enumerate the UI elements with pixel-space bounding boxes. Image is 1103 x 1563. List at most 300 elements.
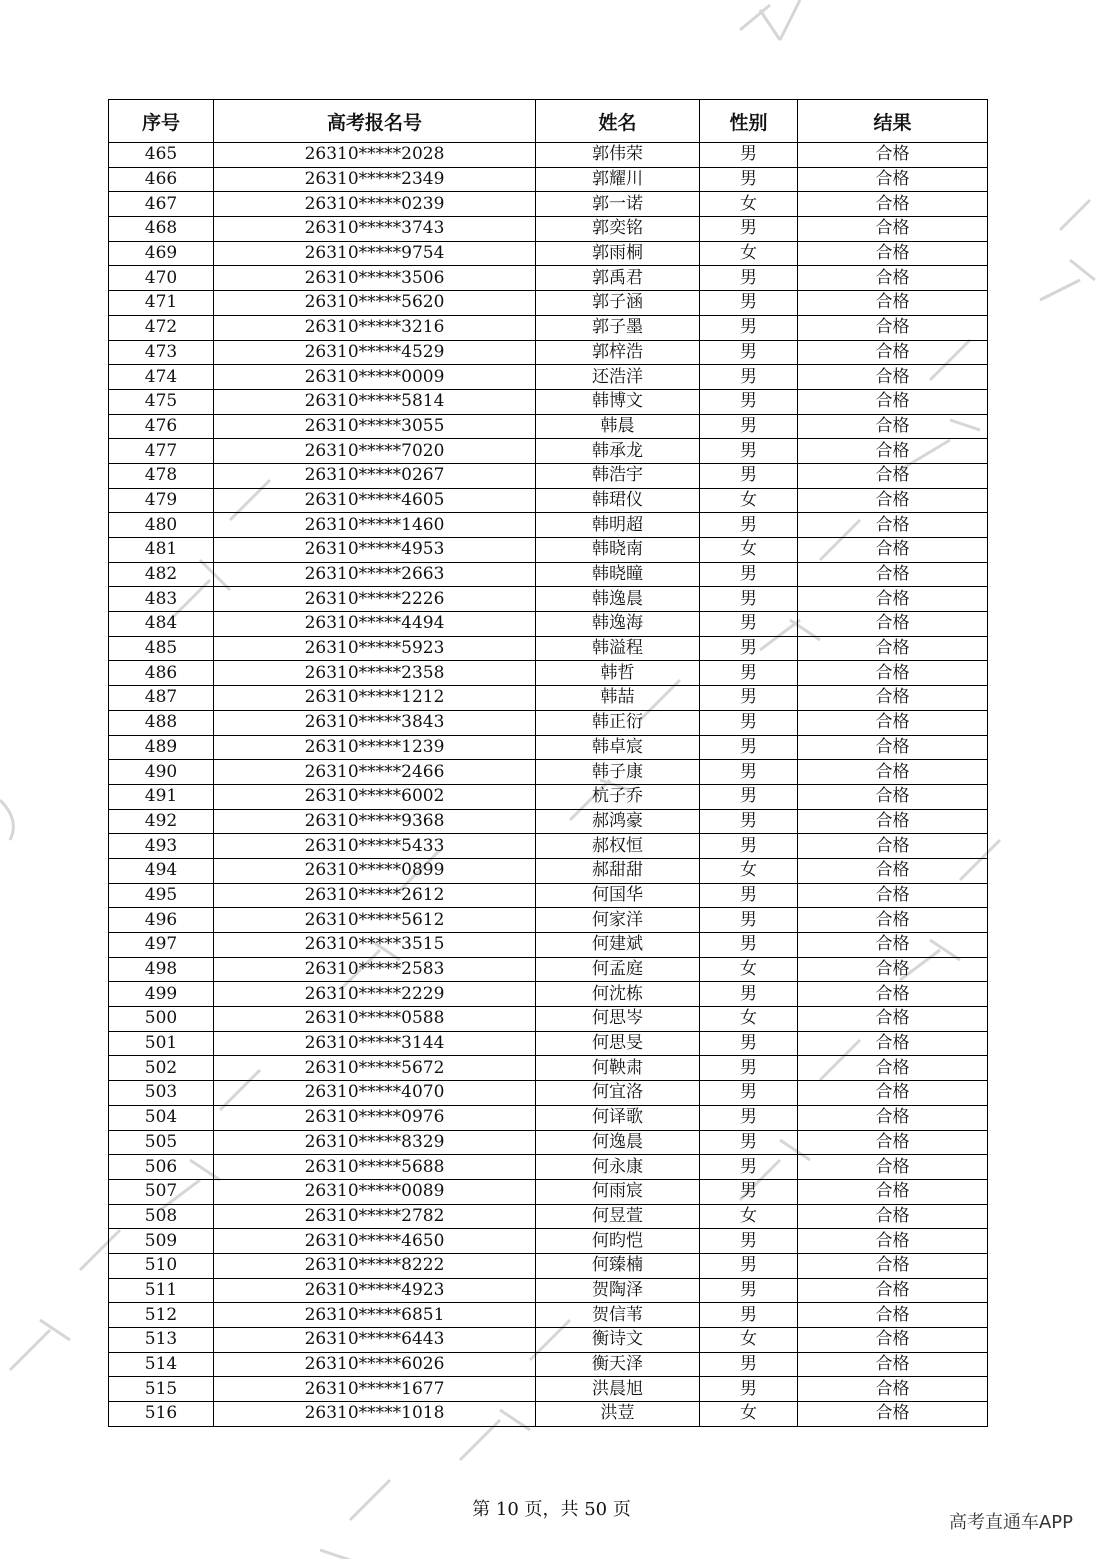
cell-exam-id: 26310*****2612 <box>214 883 536 908</box>
cell-name: 何译歌 <box>536 1105 700 1130</box>
table-row <box>109 834 988 859</box>
cell-gender: 男 <box>700 908 798 933</box>
table-row <box>109 908 988 933</box>
cell-name: 何鞅肃 <box>536 1056 700 1081</box>
table-row <box>109 784 988 809</box>
cell-exam-id: 26310*****3743 <box>214 217 536 242</box>
cell-name: 郝鸿豪 <box>536 809 700 834</box>
cell-exam-id: 26310*****4494 <box>214 612 536 637</box>
cell-name: 何国华 <box>536 883 700 908</box>
cell-gender: 男 <box>700 710 798 735</box>
header-gender: 性别 <box>700 100 798 143</box>
cell-gender: 男 <box>700 661 798 686</box>
table-row <box>109 389 988 414</box>
table-row <box>109 463 988 488</box>
cell-result: 合格 <box>798 291 988 316</box>
cell-name: 郭子墨 <box>536 315 700 340</box>
cell-seq: 515 <box>109 1377 214 1402</box>
cell-seq: 492 <box>109 809 214 834</box>
cell-result: 合格 <box>798 1056 988 1081</box>
cell-name: 郭耀川 <box>536 167 700 192</box>
table-row <box>109 291 988 316</box>
cell-gender: 男 <box>700 513 798 538</box>
cell-exam-id: 26310*****4953 <box>214 538 536 563</box>
cell-seq: 486 <box>109 661 214 686</box>
cell-result: 合格 <box>798 858 988 883</box>
cell-seq: 504 <box>109 1105 214 1130</box>
cell-exam-id: 26310*****2349 <box>214 167 536 192</box>
cell-seq: 482 <box>109 562 214 587</box>
cell-seq: 512 <box>109 1303 214 1328</box>
cell-seq: 484 <box>109 612 214 637</box>
cell-seq: 509 <box>109 1229 214 1254</box>
cell-result: 合格 <box>798 1155 988 1180</box>
cell-exam-id: 26310*****0899 <box>214 858 536 883</box>
table-row <box>109 1253 988 1278</box>
cell-exam-id: 26310*****5923 <box>214 636 536 661</box>
cell-result: 合格 <box>798 957 988 982</box>
table-row <box>109 1352 988 1377</box>
cell-exam-id: 26310*****8329 <box>214 1130 536 1155</box>
cell-exam-id: 26310*****4650 <box>214 1229 536 1254</box>
cell-exam-id: 26310*****1239 <box>214 735 536 760</box>
cell-seq: 503 <box>109 1081 214 1106</box>
cell-seq: 473 <box>109 340 214 365</box>
cell-result: 合格 <box>798 389 988 414</box>
cell-gender: 男 <box>700 982 798 1007</box>
cell-name: 韩明超 <box>536 513 700 538</box>
cell-name: 韩正衍 <box>536 710 700 735</box>
cell-seq: 513 <box>109 1328 214 1353</box>
cell-name: 郝甜甜 <box>536 858 700 883</box>
cell-result: 合格 <box>798 1179 988 1204</box>
cell-exam-id: 26310*****5612 <box>214 908 536 933</box>
table-row <box>109 414 988 439</box>
cell-name: 韩逸晨 <box>536 587 700 612</box>
cell-gender: 男 <box>700 340 798 365</box>
cell-exam-id: 26310*****3843 <box>214 710 536 735</box>
table-row <box>109 488 988 513</box>
cell-name: 韩承龙 <box>536 439 700 464</box>
cell-gender: 男 <box>700 1229 798 1254</box>
cell-seq: 490 <box>109 760 214 785</box>
cell-result: 合格 <box>798 1278 988 1303</box>
cell-seq: 514 <box>109 1352 214 1377</box>
table-row <box>109 1031 988 1056</box>
cell-result: 合格 <box>798 1328 988 1353</box>
cell-gender: 女 <box>700 957 798 982</box>
cell-name: 韩珺仪 <box>536 488 700 513</box>
cell-result: 合格 <box>798 167 988 192</box>
cell-exam-id: 26310*****4923 <box>214 1278 536 1303</box>
table-header-row <box>109 100 988 143</box>
cell-result: 合格 <box>798 463 988 488</box>
cell-exam-id: 26310*****7020 <box>214 439 536 464</box>
cell-result: 合格 <box>798 636 988 661</box>
cell-exam-id: 26310*****4070 <box>214 1081 536 1106</box>
cell-result: 合格 <box>798 217 988 242</box>
cell-result: 合格 <box>798 1377 988 1402</box>
cell-exam-id: 26310*****4529 <box>214 340 536 365</box>
cell-result: 合格 <box>798 1229 988 1254</box>
table-row <box>109 241 988 266</box>
cell-name: 杭子乔 <box>536 784 700 809</box>
table-row <box>109 636 988 661</box>
cell-seq: 478 <box>109 463 214 488</box>
cell-result: 合格 <box>798 1253 988 1278</box>
cell-gender: 男 <box>700 809 798 834</box>
cell-seq: 469 <box>109 241 214 266</box>
cell-exam-id: 26310*****3506 <box>214 266 536 291</box>
cell-gender: 男 <box>700 883 798 908</box>
cell-result: 合格 <box>798 315 988 340</box>
table-row <box>109 266 988 291</box>
cell-result: 合格 <box>798 1031 988 1056</box>
cell-gender: 男 <box>700 933 798 958</box>
cell-seq: 466 <box>109 167 214 192</box>
cell-seq: 485 <box>109 636 214 661</box>
cell-gender: 男 <box>700 1031 798 1056</box>
table-row <box>109 1105 988 1130</box>
cell-gender: 男 <box>700 686 798 711</box>
cell-name: 何家洋 <box>536 908 700 933</box>
table-row <box>109 1204 988 1229</box>
cell-result: 合格 <box>798 587 988 612</box>
cell-gender: 男 <box>700 636 798 661</box>
table-row <box>109 340 988 365</box>
cell-gender: 男 <box>700 167 798 192</box>
brand-label: 高考直通车APP <box>948 1512 1073 1533</box>
cell-seq: 474 <box>109 365 214 390</box>
cell-seq: 483 <box>109 587 214 612</box>
cell-name: 何建斌 <box>536 933 700 958</box>
cell-exam-id: 26310*****1212 <box>214 686 536 711</box>
cell-exam-id: 26310*****0239 <box>214 192 536 217</box>
cell-result: 合格 <box>798 488 988 513</box>
cell-result: 合格 <box>798 1081 988 1106</box>
cell-name: 何思岑 <box>536 1007 700 1032</box>
table-row <box>109 957 988 982</box>
header-result: 结果 <box>798 100 988 143</box>
cell-result: 合格 <box>798 760 988 785</box>
cell-gender: 女 <box>700 488 798 513</box>
cell-gender: 男 <box>700 760 798 785</box>
cell-seq: 468 <box>109 217 214 242</box>
table-row <box>109 1402 988 1427</box>
cell-result: 合格 <box>798 241 988 266</box>
table-row <box>109 760 988 785</box>
cell-exam-id: 26310*****1677 <box>214 1377 536 1402</box>
cell-result: 合格 <box>798 982 988 1007</box>
cell-exam-id: 26310*****0976 <box>214 1105 536 1130</box>
cell-name: 韩晓南 <box>536 538 700 563</box>
cell-result: 合格 <box>798 735 988 760</box>
table-row <box>109 587 988 612</box>
cell-seq: 493 <box>109 834 214 859</box>
cell-name: 何孟庭 <box>536 957 700 982</box>
table-row <box>109 1229 988 1254</box>
cell-exam-id: 26310*****2358 <box>214 661 536 686</box>
cell-seq: 497 <box>109 933 214 958</box>
cell-gender: 男 <box>700 1105 798 1130</box>
cell-gender: 女 <box>700 241 798 266</box>
cell-name: 韩博文 <box>536 389 700 414</box>
cell-gender: 男 <box>700 266 798 291</box>
table-row <box>109 982 988 1007</box>
table-row <box>109 933 988 958</box>
cell-name: 贺陶泽 <box>536 1278 700 1303</box>
cell-seq: 499 <box>109 982 214 1007</box>
cell-name: 韩卓宸 <box>536 735 700 760</box>
cell-name: 郭一诺 <box>536 192 700 217</box>
table-row <box>109 365 988 390</box>
cell-gender: 女 <box>700 192 798 217</box>
cell-exam-id: 26310*****0588 <box>214 1007 536 1032</box>
cell-gender: 男 <box>700 1056 798 1081</box>
table-row <box>109 1056 988 1081</box>
table-row <box>109 1377 988 1402</box>
cell-gender: 男 <box>700 1303 798 1328</box>
cell-exam-id: 26310*****6851 <box>214 1303 536 1328</box>
cell-seq: 488 <box>109 710 214 735</box>
cell-name: 何沈栋 <box>536 982 700 1007</box>
cell-exam-id: 26310*****3144 <box>214 1031 536 1056</box>
table-row <box>109 167 988 192</box>
cell-gender: 男 <box>700 1179 798 1204</box>
cell-result: 合格 <box>798 612 988 637</box>
cell-name: 郭奕铭 <box>536 217 700 242</box>
cell-gender: 女 <box>700 1204 798 1229</box>
table-row <box>109 217 988 242</box>
cell-exam-id: 26310*****4605 <box>214 488 536 513</box>
cell-result: 合格 <box>798 933 988 958</box>
cell-name: 韩晓瞳 <box>536 562 700 587</box>
cell-exam-id: 26310*****6443 <box>214 1328 536 1353</box>
cell-gender: 男 <box>700 1155 798 1180</box>
cell-exam-id: 26310*****8222 <box>214 1253 536 1278</box>
cell-exam-id: 26310*****5672 <box>214 1056 536 1081</box>
cell-name: 韩逸海 <box>536 612 700 637</box>
table-row <box>109 562 988 587</box>
table-row <box>109 1155 988 1180</box>
cell-exam-id: 26310*****5620 <box>214 291 536 316</box>
cell-name: 何逸晨 <box>536 1130 700 1155</box>
cell-name: 何永康 <box>536 1155 700 1180</box>
cell-name: 何宜洛 <box>536 1081 700 1106</box>
cell-gender: 男 <box>700 143 798 168</box>
cell-result: 合格 <box>798 809 988 834</box>
cell-result: 合格 <box>798 192 988 217</box>
cell-seq: 516 <box>109 1402 214 1427</box>
cell-name: 郭子涵 <box>536 291 700 316</box>
table-row <box>109 858 988 883</box>
cell-name: 还浩洋 <box>536 365 700 390</box>
cell-seq: 502 <box>109 1056 214 1081</box>
cell-name: 洪荳 <box>536 1402 700 1427</box>
cell-gender: 男 <box>700 1130 798 1155</box>
cell-gender: 男 <box>700 1352 798 1377</box>
cell-gender: 男 <box>700 784 798 809</box>
cell-seq: 489 <box>109 735 214 760</box>
cell-name: 洪晨旭 <box>536 1377 700 1402</box>
cell-gender: 男 <box>700 414 798 439</box>
table-row <box>109 439 988 464</box>
cell-name: 韩哲 <box>536 661 700 686</box>
cell-seq: 508 <box>109 1204 214 1229</box>
cell-seq: 480 <box>109 513 214 538</box>
cell-gender: 男 <box>700 1253 798 1278</box>
table-body <box>109 143 988 1427</box>
cell-result: 合格 <box>798 414 988 439</box>
table-row <box>109 1328 988 1353</box>
cell-result: 合格 <box>798 686 988 711</box>
cell-gender: 女 <box>700 1328 798 1353</box>
cell-name: 郭雨桐 <box>536 241 700 266</box>
cell-result: 合格 <box>798 1303 988 1328</box>
cell-seq: 475 <box>109 389 214 414</box>
table-row <box>109 1179 988 1204</box>
cell-gender: 男 <box>700 834 798 859</box>
cell-seq: 506 <box>109 1155 214 1180</box>
cell-seq: 467 <box>109 192 214 217</box>
cell-gender: 女 <box>700 858 798 883</box>
cell-result: 合格 <box>798 834 988 859</box>
table-row <box>109 1130 988 1155</box>
cell-name: 郝权恒 <box>536 834 700 859</box>
table-row <box>109 661 988 686</box>
table-row <box>109 1007 988 1032</box>
cell-exam-id: 26310*****3055 <box>214 414 536 439</box>
cell-name: 何思旻 <box>536 1031 700 1056</box>
cell-result: 合格 <box>798 1402 988 1427</box>
cell-exam-id: 26310*****9754 <box>214 241 536 266</box>
cell-seq: 465 <box>109 143 214 168</box>
cell-result: 合格 <box>798 1007 988 1032</box>
table-row <box>109 735 988 760</box>
cell-gender: 男 <box>700 217 798 242</box>
cell-gender: 男 <box>700 439 798 464</box>
cell-gender: 女 <box>700 1402 798 1427</box>
cell-result: 合格 <box>798 439 988 464</box>
table-row <box>109 143 988 168</box>
cell-exam-id: 26310*****0267 <box>214 463 536 488</box>
cell-exam-id: 26310*****6002 <box>214 784 536 809</box>
cell-name: 韩喆 <box>536 686 700 711</box>
cell-exam-id: 26310*****2229 <box>214 982 536 1007</box>
cell-seq: 510 <box>109 1253 214 1278</box>
cell-seq: 498 <box>109 957 214 982</box>
table-row <box>109 538 988 563</box>
cell-exam-id: 26310*****2663 <box>214 562 536 587</box>
cell-gender: 男 <box>700 612 798 637</box>
cell-exam-id: 26310*****2583 <box>214 957 536 982</box>
cell-name: 何昱萱 <box>536 1204 700 1229</box>
cell-result: 合格 <box>798 784 988 809</box>
cell-seq: 511 <box>109 1278 214 1303</box>
cell-name: 郭伟荣 <box>536 143 700 168</box>
cell-seq: 507 <box>109 1179 214 1204</box>
cell-gender: 男 <box>700 562 798 587</box>
table-row <box>109 315 988 340</box>
cell-gender: 男 <box>700 587 798 612</box>
cell-result: 合格 <box>798 365 988 390</box>
cell-gender: 女 <box>700 1007 798 1032</box>
cell-name: 韩溢程 <box>536 636 700 661</box>
cell-seq: 500 <box>109 1007 214 1032</box>
cell-seq: 476 <box>109 414 214 439</box>
cell-seq: 491 <box>109 784 214 809</box>
cell-result: 合格 <box>798 340 988 365</box>
cell-name: 贺信苇 <box>536 1303 700 1328</box>
cell-exam-id: 26310*****2226 <box>214 587 536 612</box>
table-row <box>109 686 988 711</box>
table-row <box>109 612 988 637</box>
cell-seq: 471 <box>109 291 214 316</box>
header-exam-id: 高考报名号 <box>214 100 536 143</box>
cell-gender: 男 <box>700 1081 798 1106</box>
cell-seq: 501 <box>109 1031 214 1056</box>
cell-gender: 男 <box>700 315 798 340</box>
cell-exam-id: 26310*****0089 <box>214 1179 536 1204</box>
cell-name: 郭禹君 <box>536 266 700 291</box>
cell-result: 合格 <box>798 1352 988 1377</box>
cell-name: 韩浩宇 <box>536 463 700 488</box>
cell-exam-id: 26310*****5688 <box>214 1155 536 1180</box>
cell-seq: 470 <box>109 266 214 291</box>
cell-result: 合格 <box>798 562 988 587</box>
cell-result: 合格 <box>798 908 988 933</box>
cell-exam-id: 26310*****3216 <box>214 315 536 340</box>
cell-name: 韩晨 <box>536 414 700 439</box>
cell-exam-id: 26310*****9368 <box>214 809 536 834</box>
cell-name: 郭梓浩 <box>536 340 700 365</box>
table-row <box>109 883 988 908</box>
cell-name: 衡天泽 <box>536 1352 700 1377</box>
results-table <box>108 99 988 1427</box>
table-row <box>109 1303 988 1328</box>
cell-gender: 男 <box>700 389 798 414</box>
table-row <box>109 710 988 735</box>
cell-result: 合格 <box>798 513 988 538</box>
cell-gender: 男 <box>700 1278 798 1303</box>
cell-seq: 495 <box>109 883 214 908</box>
cell-seq: 472 <box>109 315 214 340</box>
cell-result: 合格 <box>798 143 988 168</box>
cell-result: 合格 <box>798 1204 988 1229</box>
cell-exam-id: 26310*****5814 <box>214 389 536 414</box>
cell-seq: 505 <box>109 1130 214 1155</box>
header-name: 姓名 <box>536 100 700 143</box>
cell-name: 何雨宸 <box>536 1179 700 1204</box>
cell-name: 何昀恺 <box>536 1229 700 1254</box>
cell-seq: 481 <box>109 538 214 563</box>
table-row <box>109 1278 988 1303</box>
cell-exam-id: 26310*****3515 <box>214 933 536 958</box>
cell-exam-id: 26310*****5433 <box>214 834 536 859</box>
table-row <box>109 809 988 834</box>
table-row <box>109 513 988 538</box>
cell-seq: 477 <box>109 439 214 464</box>
cell-gender: 男 <box>700 735 798 760</box>
cell-exam-id: 26310*****0009 <box>214 365 536 390</box>
cell-exam-id: 26310*****2466 <box>214 760 536 785</box>
cell-result: 合格 <box>798 661 988 686</box>
cell-seq: 494 <box>109 858 214 883</box>
cell-gender: 男 <box>700 463 798 488</box>
cell-gender: 男 <box>700 365 798 390</box>
cell-exam-id: 26310*****1018 <box>214 1402 536 1427</box>
page-number: 第 10 页，共 50 页 <box>472 1499 631 1520</box>
